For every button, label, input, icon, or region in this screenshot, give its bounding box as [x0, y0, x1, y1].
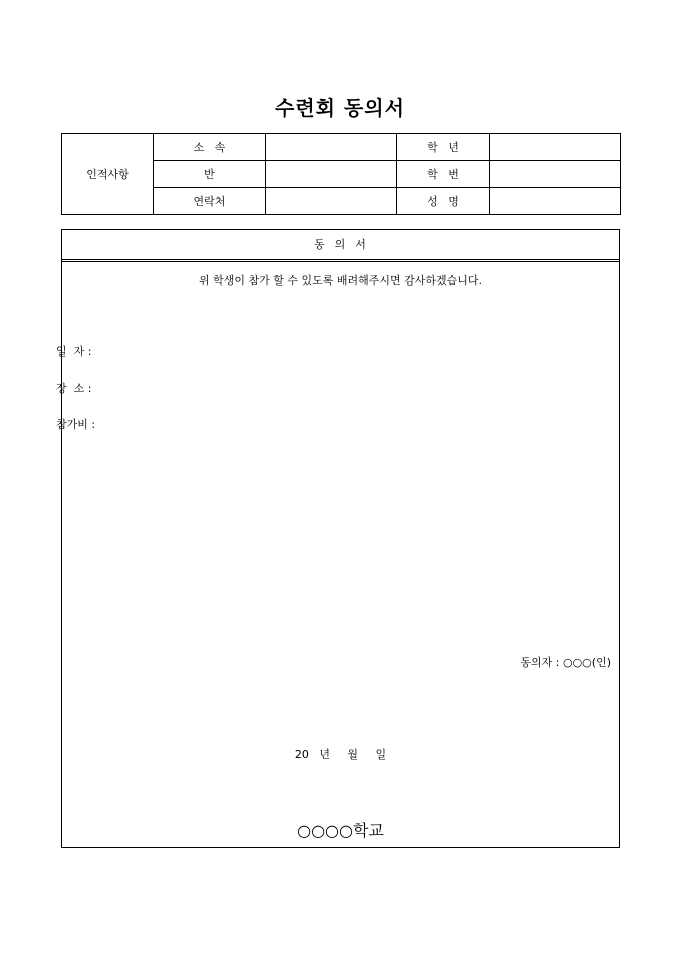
affiliation-value[interactable]: [266, 134, 397, 161]
consent-request-text: 위 학생이 참가 할 수 있도록 배려해주시면 감사하겠습니다.: [199, 274, 482, 287]
consent-header: 동 의 서: [62, 230, 619, 262]
personal-info-label: 인적사항: [62, 134, 154, 215]
student-number-label: 학 번: [397, 161, 490, 188]
table-row: [62, 134, 621, 161]
class-value[interactable]: [266, 161, 397, 188]
student-number-value[interactable]: [490, 161, 621, 188]
place-field-label: 장 소 :: [56, 382, 92, 395]
fee-field-label: 참가비 :: [56, 418, 96, 431]
consent-section: [56, 229, 620, 848]
grade-label: 학 년: [397, 134, 490, 161]
contact-label: 연락처: [154, 188, 266, 215]
name-label: 성 명: [397, 188, 490, 215]
personal-info-table: [61, 133, 621, 215]
grade-value[interactable]: [490, 134, 621, 161]
document-title: 수련회 동의서: [275, 96, 405, 120]
affiliation-label: 소 속: [154, 134, 266, 161]
name-value[interactable]: [490, 188, 621, 215]
contact-value[interactable]: [266, 188, 397, 215]
consenter-signature: 동의자 : ○○○(인): [520, 656, 611, 669]
class-label: 반: [154, 161, 266, 188]
signing-date: 20 년 월 일: [294, 748, 387, 761]
school-name: ○○○○학교: [297, 821, 384, 840]
date-field-label: 일 자 :: [56, 345, 92, 358]
